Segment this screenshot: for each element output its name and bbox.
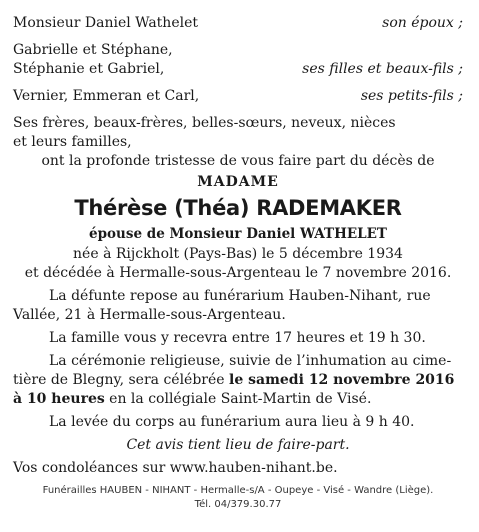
children-line-2: Stéphanie et Gabriel, xyxy=(13,61,165,77)
others-line-1: Ses frères, beaux-frères, belles-sœurs, neveux, nièces xyxy=(13,115,396,131)
spouse-role: son époux ; xyxy=(382,15,463,31)
others-line-2: et leurs familles, xyxy=(13,134,132,150)
ceremony-date: le samedi 12 novembre 2016 à 10 heures xyxy=(13,372,455,407)
footer-line-2: Tél. 04/379.30.77 xyxy=(194,499,282,510)
grandchildren-role: ses petits-fils ; xyxy=(360,88,463,104)
children-role: ses filles et beaux-fils ; xyxy=(302,61,463,77)
children-block xyxy=(13,41,463,79)
spouse-line: épouse de Monsieur Daniel WATHELET xyxy=(89,226,387,242)
notice: Cet avis tient lieu de faire-part. xyxy=(126,437,350,453)
ceremony-text-1: La cérémonie religieuse, suivie de l’inhumation au cime- tière de Blegny, sera célébrée xyxy=(13,353,452,388)
title: MADAME xyxy=(197,174,279,190)
death-line: et décédée à Hermalle-sous-Argenteau le 7 novembre 2016. xyxy=(24,265,452,281)
grandchildren-row xyxy=(13,87,463,106)
ceremony-text-2: en la collégiale Saint-Martin de Visé. xyxy=(104,391,372,407)
footer-line-1: Funérailles HAUBEN - NIHANT - Hermalle-s/A - Oupeye - Visé - Wandre (Liège). xyxy=(42,485,434,496)
ceremony-paragraph xyxy=(13,352,463,409)
deceased-name: Thérèse (Théa) RADEMAKER xyxy=(74,196,402,220)
funeral-home-footer xyxy=(13,484,463,512)
grandchildren-names: Vernier, Emmeran et Carl, xyxy=(13,88,200,104)
rest-paragraph: La défunte repose au funérarium Hauben-Nihant, rue Vallée, 21 à Hermalle-sous-Argenteau. xyxy=(13,288,431,323)
levee-paragraph: La levée du corps au funérarium aura lieu à 9 h 40. xyxy=(49,414,415,430)
condolences: Vos condoléances sur www.hauben-nihant.be. xyxy=(13,460,338,476)
children-line-1: Gabrielle et Stéphane, xyxy=(13,42,173,58)
spouse-name: Monsieur Daniel Wathelet xyxy=(13,15,199,31)
spouse-row xyxy=(13,14,463,33)
visit-paragraph: La famille vous y recevra entre 17 heures et 19 h 30. xyxy=(49,330,426,346)
announcement: ont la profonde tristesse de vous faire part du décès de xyxy=(41,153,435,169)
birth-line: née à Rijckholt (Pays-Bas) le 5 décembre 1934 xyxy=(73,246,403,262)
children-row xyxy=(13,60,463,79)
others-block xyxy=(13,114,463,152)
